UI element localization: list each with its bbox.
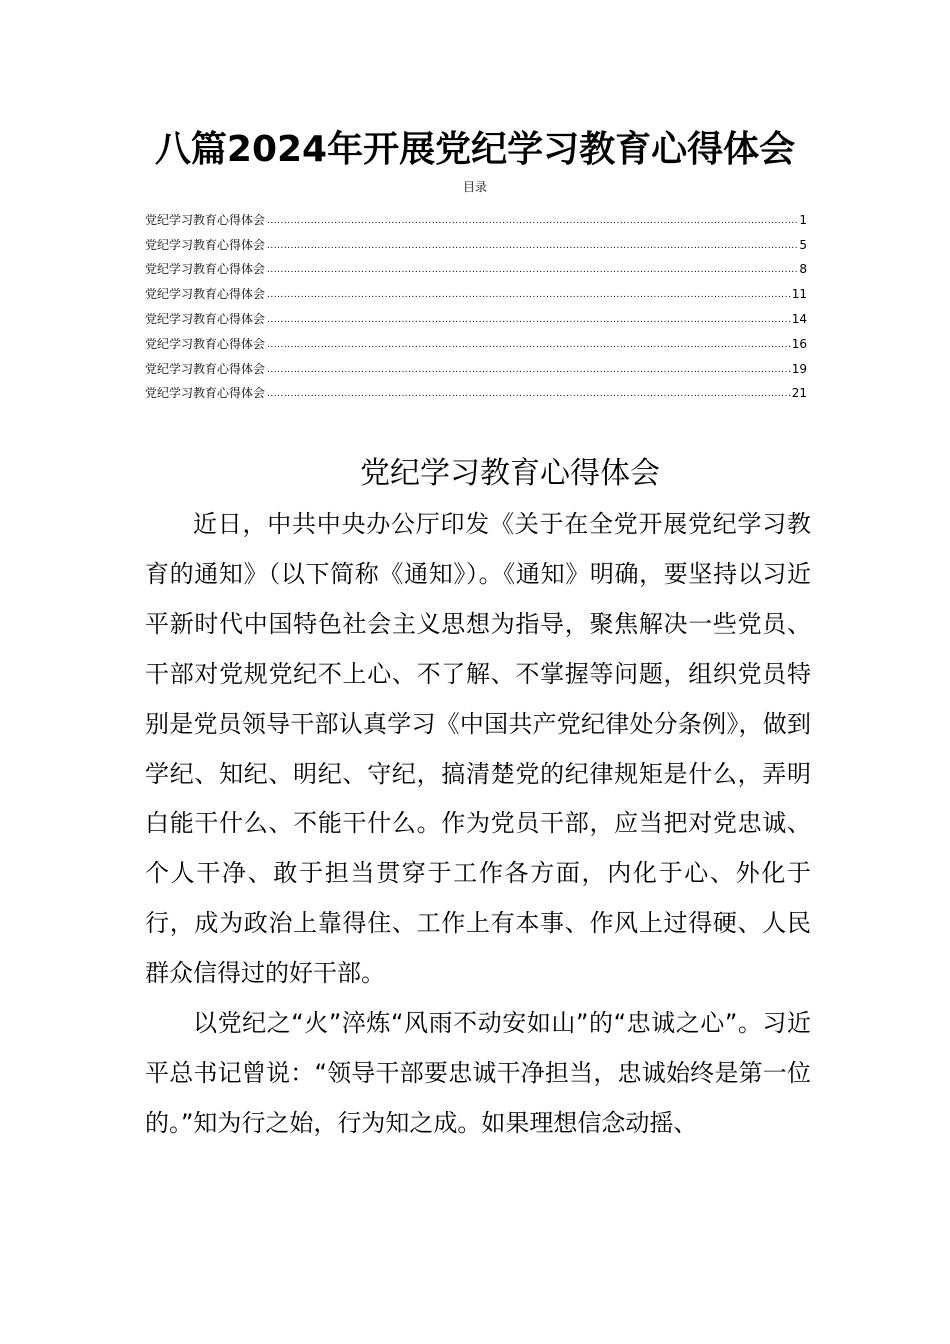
toc-leader-dots xyxy=(267,313,790,327)
table-of-contents xyxy=(145,203,807,401)
toc-entry[interactable] xyxy=(145,277,807,302)
document-title: 八篇2024年开展党纪学习教育心得体会 xyxy=(154,129,796,170)
toc-entry-label: 党纪学习教育心得体会 xyxy=(145,287,266,302)
toc-heading: 目录 xyxy=(462,180,487,194)
body-paragraph: 以党纪之“火”淬炼“风雨不动安如山”的“忠诚之心”。习近平总书记曾说：“领导干部要忠诚干净担当，忠诚始终是第一位的。”知为行之始，行为知之成。如果理想信念动摇、 xyxy=(145,1009,811,1137)
toc-entry-page: 16 xyxy=(791,336,807,351)
toc-entry-page: 5 xyxy=(799,237,807,252)
section-title: 党纪学习教育心得体会 xyxy=(360,456,660,491)
body-text xyxy=(145,500,811,1149)
toc-leader-dots xyxy=(267,338,790,352)
toc-entry-page: 8 xyxy=(799,262,807,277)
toc-entry-label: 党纪学习教育心得体会 xyxy=(145,237,266,252)
toc-leader-dots xyxy=(267,214,797,228)
toc-leader-dots xyxy=(267,263,797,277)
toc-leader-dots xyxy=(267,363,790,377)
toc-entry-label: 党纪学习教育心得体会 xyxy=(145,311,266,326)
body-paragraph: 近日，中共中央办公厅印发《关于在全党开展党纪学习教育的通知》（以下简称《通知》）。《通知》明确，要坚持以习近平新时代中国特色社会主义思想为指导，聚焦解决一些党员、干部对党规党纪不上心、不了解、不掌握等问题，组织党员特别是党员领导干部认真学习《中国共产党纪律处分条例》，做到学纪、知纪、明纪、守纪，搞清楚党的纪律规矩是什么，弄明白能干什么、不能干什么。作为党员干部，应当把对党忠诚、个人干净、敢于担当贯穿于工作各方面，内化于心、外化于行，成为政治上靠得住、工作上有本事、作风上过得硬、人民群众信得过的好干部。 xyxy=(145,510,811,988)
toc-entry[interactable] xyxy=(145,377,807,402)
toc-leader-dots xyxy=(267,239,797,253)
toc-entry[interactable] xyxy=(145,253,807,278)
toc-entry-label: 党纪学习教育心得体会 xyxy=(145,262,266,277)
toc-entry[interactable] xyxy=(145,302,807,327)
toc-entry-page: 19 xyxy=(791,361,807,376)
toc-entry-label: 党纪学习教育心得体会 xyxy=(145,386,266,401)
toc-leader-dots xyxy=(267,288,790,302)
toc-entry[interactable] xyxy=(145,352,807,377)
toc-entry-page: 1 xyxy=(799,212,807,227)
toc-entry[interactable] xyxy=(145,327,807,352)
toc-entry[interactable] xyxy=(145,228,807,253)
toc-entry-page: 11 xyxy=(791,287,807,302)
toc-entry-page: 21 xyxy=(791,386,807,401)
toc-entry-label: 党纪学习教育心得体会 xyxy=(145,361,266,376)
toc-entry[interactable] xyxy=(145,203,807,228)
toc-entry-label: 党纪学习教育心得体会 xyxy=(145,336,266,351)
toc-entry-page: 14 xyxy=(791,311,807,326)
toc-leader-dots xyxy=(267,387,790,401)
toc-entry-label: 党纪学习教育心得体会 xyxy=(145,212,266,227)
